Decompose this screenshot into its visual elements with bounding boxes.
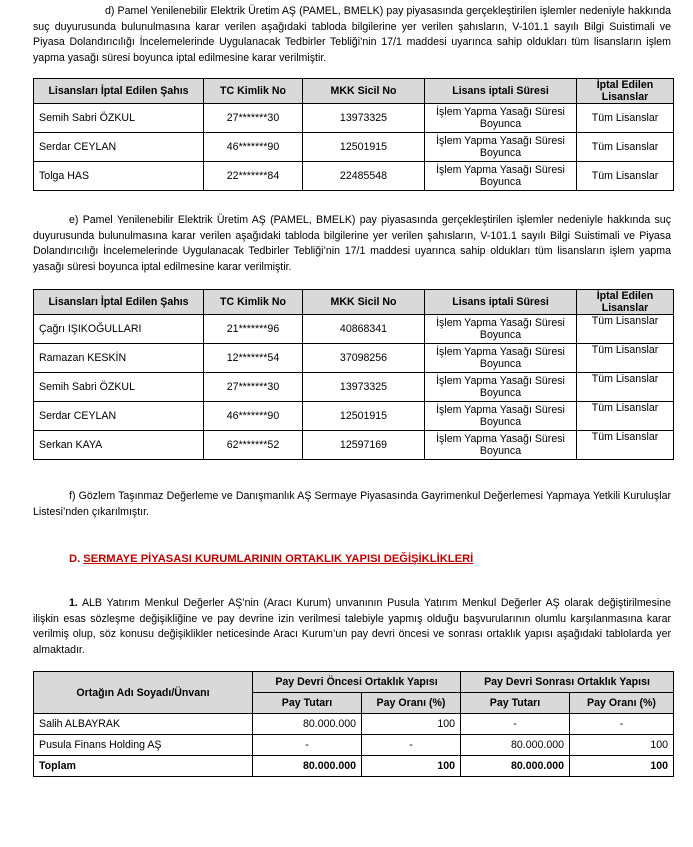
- license-table-d: [33, 78, 674, 191]
- cell-partner-name: Pusula Finans Holding AŞ: [34, 735, 253, 756]
- cell-mkk: 13973325: [303, 373, 425, 402]
- cell-mkk: 37098256: [303, 344, 425, 373]
- cell-person: Semih Sabri ÖZKUL: [34, 104, 204, 133]
- cell-duration: İşlem Yapma Yasağı Süresi Boyunca: [425, 133, 577, 162]
- cell-total-label: Toplam: [34, 756, 253, 777]
- section-title: SERMAYE PİYASASI KURUMLARININ ORTAKLIK YAPISI DEĞİŞİKLİKLERİ: [83, 553, 474, 565]
- cell-person: Çağrı IŞIKOĞULLARI: [34, 315, 204, 344]
- paragraph-text: Gözlem Taşınmaz Değerleme ve Danışmanlık AŞ Sermaye Piyasasında Gayrimenkul Değerlemesi Yapmaya Yetkili Kuruluşlar Listesi’nden çıkarılmıştır.: [33, 490, 671, 518]
- header-before-group: Pay Devri Öncesi Ortaklık Yapısı: [253, 672, 461, 693]
- paragraph-marker: e): [69, 214, 79, 226]
- paragraph-e: [33, 213, 671, 275]
- cell-licenses: Tüm Lisanslar: [577, 402, 674, 431]
- paragraph-1: [33, 596, 671, 658]
- share-structure-table: [33, 671, 674, 777]
- cell-licenses: Tüm Lisanslar: [577, 344, 674, 373]
- header-after-group: Pay Devri Sonrası Ortaklık Yapısı: [461, 672, 674, 693]
- cell-person: Ramazan KESKİN: [34, 344, 204, 373]
- table-row: [34, 402, 674, 431]
- license-table-e: [33, 289, 674, 460]
- cell-total-after-amount: 80.000.000: [461, 756, 570, 777]
- table-row: [34, 373, 674, 402]
- header-duration: Lisans iptali Süresi: [425, 79, 577, 104]
- cell-duration: İşlem Yapma Yasağı Süresi Boyunca: [425, 373, 577, 402]
- header-after-amount: Pay Tutarı: [461, 693, 570, 714]
- header-tc: TC Kimlik No: [204, 79, 303, 104]
- cell-person: Serdar CEYLAN: [34, 402, 204, 431]
- cell-duration: İşlem Yapma Yasağı Süresi Boyunca: [425, 315, 577, 344]
- cell-after-amount: 80.000.000: [461, 735, 570, 756]
- paragraph-f: [33, 489, 671, 520]
- table-total-row: [34, 756, 674, 777]
- table-header-row: [34, 290, 674, 315]
- cell-licenses: Tüm Lisanslar: [577, 133, 674, 162]
- cell-duration: İşlem Yapma Yasağı Süresi Boyunca: [425, 162, 577, 191]
- cell-person: Tolga HAS: [34, 162, 204, 191]
- cell-mkk: 12597169: [303, 431, 425, 460]
- paragraph-text: Pamel Yenilenebilir Elektrik Üretim AŞ (PAMEL, BMELK) pay piyasasında gerçekleştirilen işlemler nedeniyle hakkında suç duyurusunda bulunulmasına karar verilen aşağıdaki tabloda bilgilerine yer verilen şahısların, V-101.1 sayılı Bilgi Suistimali ve Piyasa Dolandırıcılığı İncelemelerinde Uygulanacak Tedbirler Tebliği’nin 17/1 maddesi uyarınca sahip oldukları tüm lisansların işlem yapma yasağı süresi boyunca iptal edilmesine karar verilmiştir.: [33, 5, 671, 64]
- paragraph-marker: 1.: [69, 597, 78, 609]
- cell-duration: İşlem Yapma Yasağı Süresi Boyunca: [425, 344, 577, 373]
- table-row: [34, 162, 674, 191]
- cell-tc: 46*******90: [204, 402, 303, 431]
- cell-licenses: Tüm Lisanslar: [577, 104, 674, 133]
- cell-before-ratio: -: [362, 735, 461, 756]
- table-row: [34, 104, 674, 133]
- table-row: [34, 431, 674, 460]
- cell-before-amount: 80.000.000: [253, 714, 362, 735]
- paragraph-marker: f): [69, 490, 76, 502]
- cell-person: Serkan KAYA: [34, 431, 204, 460]
- header-person: Lisansları İptal Edilen Şahıs: [34, 79, 204, 104]
- cell-total-after-ratio: 100: [570, 756, 674, 777]
- cell-tc: 21*******96: [204, 315, 303, 344]
- table-row: [34, 133, 674, 162]
- table-row: [34, 714, 674, 735]
- cell-licenses: Tüm Lisanslar: [577, 162, 674, 191]
- header-before-ratio: Pay Oranı (%): [362, 693, 461, 714]
- cell-after-ratio: 100: [570, 735, 674, 756]
- cell-partner-name: Salih ALBAYRAK: [34, 714, 253, 735]
- cell-before-amount: -: [253, 735, 362, 756]
- table-row: [34, 315, 674, 344]
- header-licenses: İptal Edilen Lisanslar: [577, 79, 674, 104]
- cell-duration: İşlem Yapma Yasağı Süresi Boyunca: [425, 431, 577, 460]
- cell-mkk: 22485548: [303, 162, 425, 191]
- cell-tc: 22*******84: [204, 162, 303, 191]
- paragraph-text: Pamel Yenilenebilir Elektrik Üretim AŞ (PAMEL, BMELK) pay piyasasında gerçekleştirilen işlemler nedeniyle hakkında suç duyurusunda bulunulmasına karar verilen aşağıdaki tabloda bilgilerine yer verilen şahısların, V-101.1 sayılı Bilgi Suistimali ve Piyasa Dolandırıcılığı İncelemelerinde Uygulanacak Tedbirler Tebliği’nin 17/1 maddesi uyarınca sahip oldukları tüm lisansların işlem yapma yasağı süresi boyunca iptal edilmesine karar verilmiştir.: [33, 214, 671, 273]
- cell-person: Semih Sabri ÖZKUL: [34, 373, 204, 402]
- paragraph-d: [33, 4, 671, 66]
- cell-duration: İşlem Yapma Yasağı Süresi Boyunca: [425, 104, 577, 133]
- table-row: [34, 344, 674, 373]
- cell-mkk: 40868341: [303, 315, 425, 344]
- cell-licenses: Tüm Lisanslar: [577, 431, 674, 460]
- header-mkk: MKK Sicil No: [303, 79, 425, 104]
- cell-duration: İşlem Yapma Yasağı Süresi Boyunca: [425, 402, 577, 431]
- cell-total-before-amount: 80.000.000: [253, 756, 362, 777]
- section-heading: [69, 553, 473, 565]
- cell-tc: 27*******30: [204, 373, 303, 402]
- header-duration: Lisans iptali Süresi: [425, 290, 577, 315]
- cell-mkk: 12501915: [303, 402, 425, 431]
- header-after-ratio: Pay Oranı (%): [570, 693, 674, 714]
- cell-licenses: Tüm Lisanslar: [577, 373, 674, 402]
- paragraph-text: ALB Yatırım Menkul Değerler AŞ’nin (Aracı Kurum) unvanının Pusula Yatırım Menkul Değerler AŞ olarak değiştirilmesine ilişkin esas sözleşme değişikliğine ve pay devrine izin verilmesi talebiyle yapmış olduğu başvurularının olumlu karşılanmasına karar verilmiş olup, söz konusu değişiklikler neticesinde Aracı Kurum’un pay devri öncesi ve sonrası ortaklık yapısı aşağıdaki tablolarda yer almaktadır.: [33, 597, 672, 656]
- header-before-amount: Pay Tutarı: [253, 693, 362, 714]
- cell-mkk: 13973325: [303, 104, 425, 133]
- header-partner-name: Ortağın Adı Soyadı/Ünvanı: [34, 672, 253, 714]
- cell-total-before-ratio: 100: [362, 756, 461, 777]
- cell-tc: 27*******30: [204, 104, 303, 133]
- paragraph-marker: d): [105, 5, 115, 17]
- cell-after-amount: -: [461, 714, 570, 735]
- cell-tc: 62*******52: [204, 431, 303, 460]
- cell-licenses: Tüm Lisanslar: [577, 315, 674, 344]
- header-person: Lisansları İptal Edilen Şahıs: [34, 290, 204, 315]
- header-tc: TC Kimlik No: [204, 290, 303, 315]
- cell-tc: 46*******90: [204, 133, 303, 162]
- cell-after-ratio: -: [570, 714, 674, 735]
- cell-before-ratio: 100: [362, 714, 461, 735]
- table-header-row: [34, 672, 674, 693]
- header-licenses: İptal Edilen Lisanslar: [577, 290, 674, 315]
- cell-mkk: 12501915: [303, 133, 425, 162]
- section-marker: D.: [69, 553, 81, 565]
- table-header-row: [34, 79, 674, 104]
- header-mkk: MKK Sicil No: [303, 290, 425, 315]
- table-row: [34, 735, 674, 756]
- cell-person: Serdar CEYLAN: [34, 133, 204, 162]
- cell-tc: 12*******54: [204, 344, 303, 373]
